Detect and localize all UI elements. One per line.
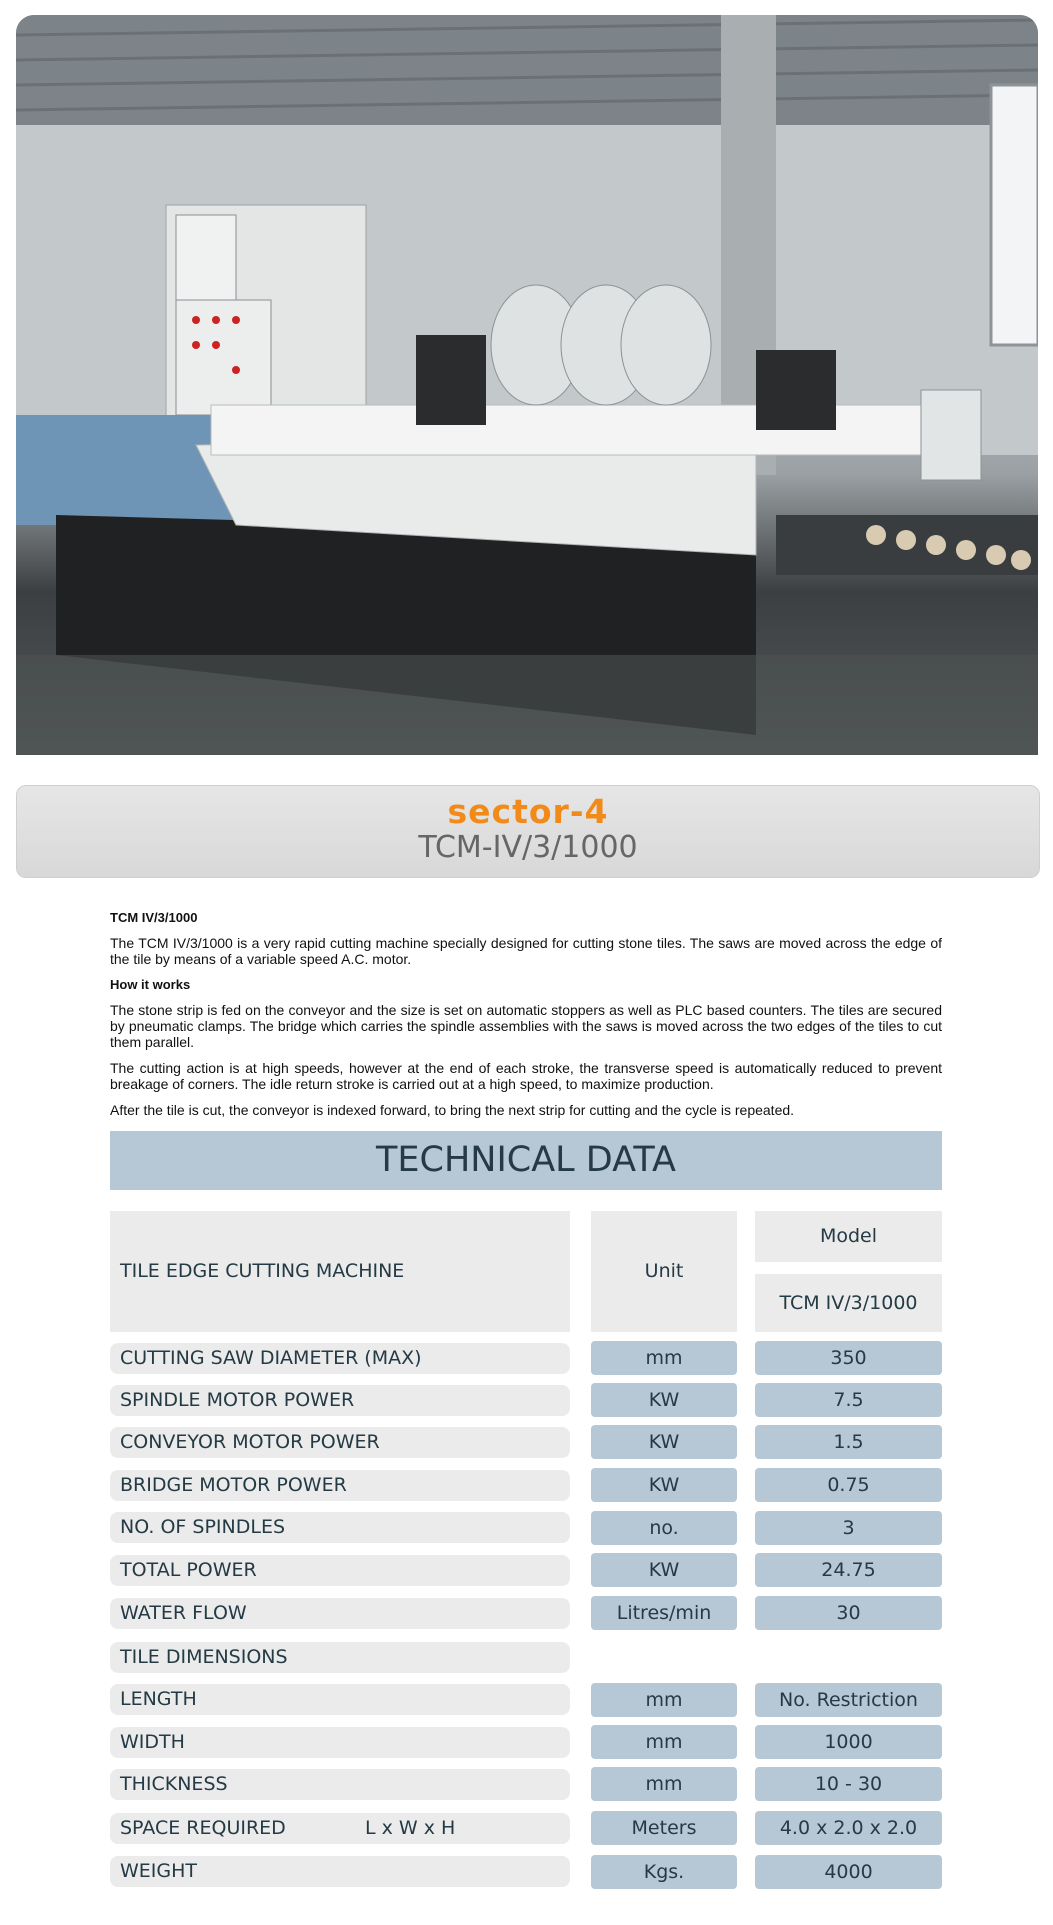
table-row-unit: KW <box>591 1553 737 1587</box>
table-row-unit: Litres/min <box>591 1596 737 1630</box>
description-intro: The TCM IV/3/1000 is a very rapid cutting machine specially designed for cutting stone tiles. The saws are moved across the edge of the tile by means of a variable speed A.C. motor. <box>110 935 942 967</box>
table-header-name: TILE EDGE CUTTING MACHINE <box>110 1211 570 1332</box>
table-row-value: 4000 <box>755 1855 942 1889</box>
table-row-unit: mm <box>591 1725 737 1759</box>
table-row-value: 3 <box>755 1511 942 1545</box>
machine-illustration <box>16 15 1038 755</box>
table-row-label: TOTAL POWER <box>110 1555 570 1586</box>
table-row-label: WATER FLOW <box>110 1598 570 1629</box>
description-paragraph: The stone strip is fed on the conveyor and the size is set on automatic stoppers as well as PLC based counters. The tiles are secured by pneumatic clamps. The bridge which carries the spindle assemblies with the saws is moved across the two edges of the tiles to cut them parallel. <box>110 1002 942 1050</box>
table-row-value: 10 - 30 <box>755 1767 942 1801</box>
table-row-value: 30 <box>755 1596 942 1630</box>
technical-data-title: TECHNICAL DATA <box>110 1131 942 1190</box>
table-row-label: BRIDGE MOTOR POWER <box>110 1470 570 1501</box>
table-row-value: 4.0 x 2.0 x 2.0 <box>755 1811 942 1845</box>
table-row-label <box>110 1813 570 1844</box>
table-row-unit: Kgs. <box>591 1855 737 1889</box>
table-header-unit: Unit <box>591 1211 737 1332</box>
table-row-label: CONVEYOR MOTOR POWER <box>110 1427 570 1458</box>
table-row-value: 350 <box>755 1341 942 1375</box>
table-row-label: TILE DIMENSIONS <box>110 1642 570 1673</box>
product-banner <box>16 785 1040 878</box>
table-row-unit: mm <box>591 1341 737 1375</box>
table-row-label: NO. OF SPINDLES <box>110 1512 570 1543</box>
sector-label: sector-4 <box>447 792 609 831</box>
table-row-unit: Meters <box>591 1811 737 1845</box>
table-row-value: 0.75 <box>755 1468 942 1502</box>
table-row-unit: mm <box>591 1767 737 1801</box>
table-row-unit: mm <box>591 1683 737 1717</box>
table-row-value: No. Restriction <box>755 1683 942 1717</box>
table-row-label: WIDTH <box>110 1727 570 1758</box>
table-row-unit: KW <box>591 1468 737 1502</box>
table-row-value: 7.5 <box>755 1383 942 1417</box>
table-row-unit: no. <box>591 1511 737 1545</box>
machine-photo <box>16 15 1038 755</box>
table-row-label: LENGTH <box>110 1684 570 1715</box>
how-it-works-heading: How it works <box>110 977 191 992</box>
space-required-sublabel: L x W x H <box>365 1817 456 1839</box>
table-row-label: CUTTING SAW DIAMETER (MAX) <box>110 1343 570 1374</box>
table-row-value: 1.5 <box>755 1425 942 1459</box>
description-paragraph: The cutting action is at high speeds, however at the end of each stroke, the transverse speed is automatically reduced to prevent breakage of corners. The idle return stroke is carried out at a high speed, to maximize production. <box>110 1060 942 1092</box>
table-row-value: 1000 <box>755 1725 942 1759</box>
table-row-label: SPINDLE MOTOR POWER <box>110 1385 570 1416</box>
table-header-model-value: TCM IV/3/1000 <box>755 1274 942 1332</box>
table-header-model: Model <box>755 1211 942 1262</box>
table-row-label: WEIGHT <box>110 1856 570 1887</box>
space-required-label: SPACE REQUIRED <box>120 1817 286 1839</box>
table-row-value: 24.75 <box>755 1553 942 1587</box>
description-title: TCM IV/3/1000 <box>110 910 198 925</box>
table-row-label: THICKNESS <box>110 1769 570 1800</box>
table-row-unit: KW <box>591 1383 737 1417</box>
model-label: TCM-IV/3/1000 <box>418 830 638 865</box>
description-paragraph: After the tile is cut, the conveyor is indexed forward, to bring the next strip for cutting and the cycle is repeated. <box>110 1102 795 1118</box>
table-row-unit: KW <box>591 1425 737 1459</box>
